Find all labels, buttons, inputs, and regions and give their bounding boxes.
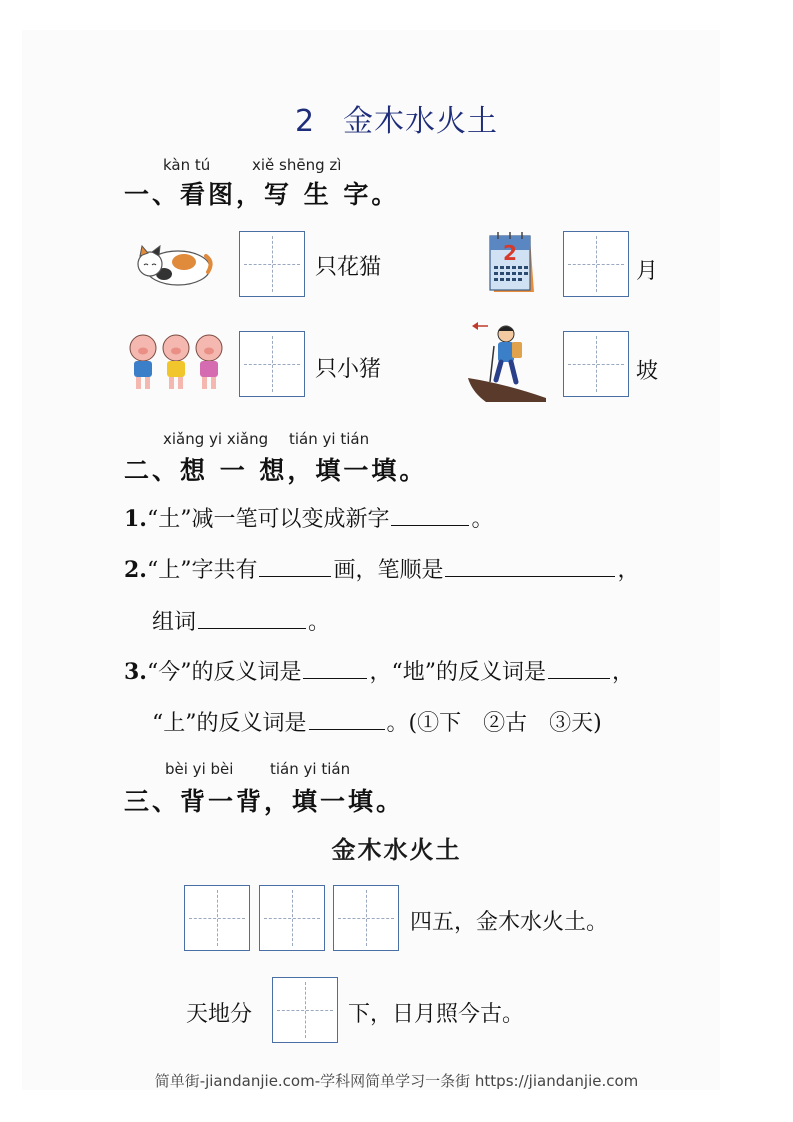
- section2-pinyin-1: xiǎng yi xiǎng: [163, 430, 269, 448]
- question-2: [124, 553, 640, 584]
- section2-pinyin-2: tián yi tián: [289, 430, 370, 448]
- pigs-suffix: 只小猪: [315, 357, 382, 382]
- question-2-stroke-order-blank[interactable]: [445, 556, 615, 577]
- question-3-text-b: ，“地”的反义词是: [369, 660, 546, 685]
- question-1-end: 。: [471, 507, 494, 532]
- section1-pinyin-1: kàn tú: [163, 156, 211, 174]
- poem-line2-prefix: 天地分: [186, 1002, 253, 1027]
- question-2-line2: [152, 605, 330, 636]
- section1-pinyin-2: xiě shēng zì: [252, 156, 342, 174]
- calendar-suffix: 月: [636, 259, 659, 284]
- question-3-blank-3[interactable]: [309, 709, 385, 730]
- question-2-end-a: ，: [617, 558, 640, 583]
- question-3-blank-1[interactable]: [303, 658, 367, 679]
- cat-picture: [130, 236, 214, 290]
- poem-box-3[interactable]: [333, 885, 399, 951]
- question-3-line2: [152, 706, 602, 737]
- poem-title: 金木水火土: [331, 835, 462, 864]
- section3-pinyin-2: tián yi tián: [270, 760, 351, 778]
- question-1-text: “土”减一笔可以变成新字: [146, 507, 390, 532]
- question-3-options: (①下 ②古 ③天): [408, 711, 602, 736]
- writing-box-cat[interactable]: [239, 231, 305, 297]
- poem-line1-suffix: 四五，金木水火土。: [410, 910, 609, 935]
- lesson-title: [0, 96, 793, 140]
- section1-heading: 一、看图，写 生 字。: [124, 180, 400, 209]
- svg-text:2: 2: [503, 241, 517, 265]
- hiker-picture: [466, 318, 548, 404]
- question-3-text-a: “今”的反义词是: [146, 660, 302, 685]
- question-2-number: 2.: [124, 557, 147, 583]
- question-2-text-b: 画，笔顺是: [333, 558, 444, 583]
- three-pigs-picture: [126, 332, 226, 394]
- question-3-text-c: “上”的反义词是: [152, 711, 307, 736]
- question-2-stroke-count-blank[interactable]: [259, 556, 331, 577]
- slope-suffix: 坡: [636, 359, 659, 384]
- question-2-word-blank[interactable]: [198, 608, 306, 629]
- poem-line2-suffix: 下，日月照今古。: [348, 1002, 525, 1027]
- lesson-title-text: 金木水火土: [343, 104, 499, 139]
- writing-box-pigs[interactable]: [239, 331, 305, 397]
- lesson-number: 2: [294, 104, 316, 139]
- question-1-blank[interactable]: [391, 505, 469, 526]
- writing-box-slope[interactable]: [563, 331, 629, 397]
- poem-box-4[interactable]: [272, 977, 338, 1043]
- question-2-text-a: “上”字共有: [146, 558, 258, 583]
- question-2-text-c: 组词: [152, 610, 197, 635]
- cat-suffix: 只花猫: [315, 255, 382, 280]
- question-3-blank-2[interactable]: [548, 658, 610, 679]
- section3-heading: 三、背一背，填一填。: [124, 787, 405, 816]
- poem-box-2[interactable]: [259, 885, 325, 951]
- question-3-number: 3.: [124, 659, 147, 685]
- question-3: [124, 655, 634, 686]
- footer-watermark: 简单街-jiandanjie.com-学科网简单学习一条街 https://jiandanjie.com: [154, 1072, 639, 1090]
- calendar-picture: [486, 230, 536, 296]
- question-3-end-a: ，: [611, 660, 634, 685]
- question-2-end-b: 。: [308, 610, 331, 635]
- poem-box-1[interactable]: [184, 885, 250, 951]
- question-1: [124, 502, 493, 533]
- writing-box-calendar[interactable]: [563, 231, 629, 297]
- section2-heading: 二、想 一 想，填一填。: [124, 456, 428, 485]
- section3-pinyin-1: bèi yi bèi: [165, 760, 234, 778]
- question-1-number: 1.: [124, 506, 147, 532]
- question-3-end-b: 。: [386, 711, 409, 736]
